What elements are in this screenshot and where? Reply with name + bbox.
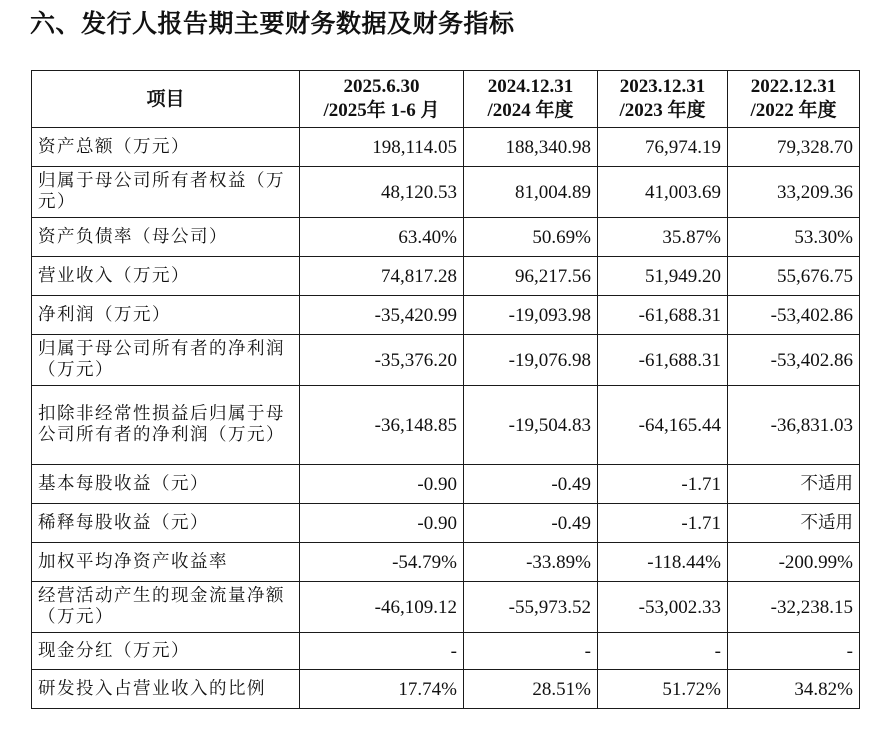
row-value: -	[598, 633, 728, 670]
row-value: -61,688.31	[598, 335, 728, 386]
row-value: 79,328.70	[728, 128, 860, 167]
header-period-date: 2024.12.31	[487, 76, 574, 97]
header-period-2023	[598, 71, 728, 128]
row-value: 55,676.75	[728, 257, 860, 296]
row-label: 稀释每股收益（元）	[32, 504, 300, 543]
table-row	[32, 582, 860, 633]
table-row	[32, 504, 860, 543]
row-value: 不适用	[728, 465, 860, 504]
row-value: 53.30%	[728, 218, 860, 257]
row-value: -118.44%	[598, 543, 728, 582]
header-period-label: /2022 年度	[750, 100, 837, 121]
row-value: -0.49	[464, 504, 598, 543]
row-value: -	[300, 633, 464, 670]
row-value: -53,402.86	[728, 296, 860, 335]
row-value: 96,217.56	[464, 257, 598, 296]
row-value: -53,402.86	[728, 335, 860, 386]
table-row	[32, 465, 860, 504]
table-row	[32, 633, 860, 670]
row-value: -61,688.31	[598, 296, 728, 335]
row-value: -46,109.12	[300, 582, 464, 633]
row-value: -54.79%	[300, 543, 464, 582]
row-label: 扣除非经常性损益后归属于母公司所有者的净利润（万元）	[32, 386, 300, 465]
row-value: -0.90	[300, 504, 464, 543]
row-value: 17.74%	[300, 670, 464, 709]
row-value: -1.71	[598, 504, 728, 543]
row-value: 41,003.69	[598, 167, 728, 218]
row-label: 资产总额（万元）	[32, 128, 300, 167]
row-value: 33,209.36	[728, 167, 860, 218]
row-value: -35,420.99	[300, 296, 464, 335]
row-value: 188,340.98	[464, 128, 598, 167]
row-value: -	[728, 633, 860, 670]
row-value: 48,120.53	[300, 167, 464, 218]
row-value: -19,093.98	[464, 296, 598, 335]
table-row	[32, 257, 860, 296]
row-value: 35.87%	[598, 218, 728, 257]
row-value: 198,114.05	[300, 128, 464, 167]
row-label: 研发投入占营业收入的比例	[32, 670, 300, 709]
row-value: 51,949.20	[598, 257, 728, 296]
row-value: -	[464, 633, 598, 670]
table-row	[32, 335, 860, 386]
row-label: 归属于母公司所有者权益（万元）	[32, 167, 300, 218]
row-value: -0.90	[300, 465, 464, 504]
row-label: 基本每股收益（元）	[32, 465, 300, 504]
row-value: 76,974.19	[598, 128, 728, 167]
row-value: 50.69%	[464, 218, 598, 257]
header-period-date: 2022.12.31	[750, 76, 837, 97]
row-value: -35,376.20	[300, 335, 464, 386]
table-row	[32, 543, 860, 582]
financial-data-table	[31, 70, 860, 709]
row-label: 加权平均净资产收益率	[32, 543, 300, 582]
table-row	[32, 296, 860, 335]
header-period-2024	[464, 71, 598, 128]
row-value: -64,165.44	[598, 386, 728, 465]
header-period-date: 2025.6.30	[343, 76, 420, 97]
row-value: 81,004.89	[464, 167, 598, 218]
row-value: -0.49	[464, 465, 598, 504]
table-row	[32, 218, 860, 257]
table-row	[32, 386, 860, 465]
table-row	[32, 128, 860, 167]
header-period-2022	[728, 71, 860, 128]
row-label: 营业收入（万元）	[32, 257, 300, 296]
table-row	[32, 167, 860, 218]
row-value: 51.72%	[598, 670, 728, 709]
header-period-label: /2024 年度	[487, 100, 574, 121]
row-value: -19,076.98	[464, 335, 598, 386]
row-value: 63.40%	[300, 218, 464, 257]
table-header-row	[32, 71, 860, 128]
row-value: -36,831.03	[728, 386, 860, 465]
row-value: 74,817.28	[300, 257, 464, 296]
row-value: -32,238.15	[728, 582, 860, 633]
row-value: -1.71	[598, 465, 728, 504]
section-title: 六、发行人报告期主要财务数据及财务指标	[30, 9, 515, 38]
row-value: -53,002.33	[598, 582, 728, 633]
row-value: -33.89%	[464, 543, 598, 582]
row-label: 经营活动产生的现金流量净额（万元）	[32, 582, 300, 633]
row-value: 28.51%	[464, 670, 598, 709]
row-value: 不适用	[728, 504, 860, 543]
header-item: 项目	[32, 71, 300, 128]
row-label: 现金分红（万元）	[32, 633, 300, 670]
row-value: 34.82%	[728, 670, 860, 709]
row-value: -36,148.85	[300, 386, 464, 465]
table-row	[32, 670, 860, 709]
header-period-label: /2023 年度	[619, 100, 706, 121]
row-value: -55,973.52	[464, 582, 598, 633]
header-period-2025h1	[300, 71, 464, 128]
row-value: -19,504.83	[464, 386, 598, 465]
header-period-date: 2023.12.31	[619, 76, 706, 97]
row-label: 归属于母公司所有者的净利润（万元）	[32, 335, 300, 386]
header-period-label: /2025年 1-6 月	[323, 100, 440, 121]
row-label: 资产负债率（母公司）	[32, 218, 300, 257]
row-value: -200.99%	[728, 543, 860, 582]
row-label: 净利润（万元）	[32, 296, 300, 335]
